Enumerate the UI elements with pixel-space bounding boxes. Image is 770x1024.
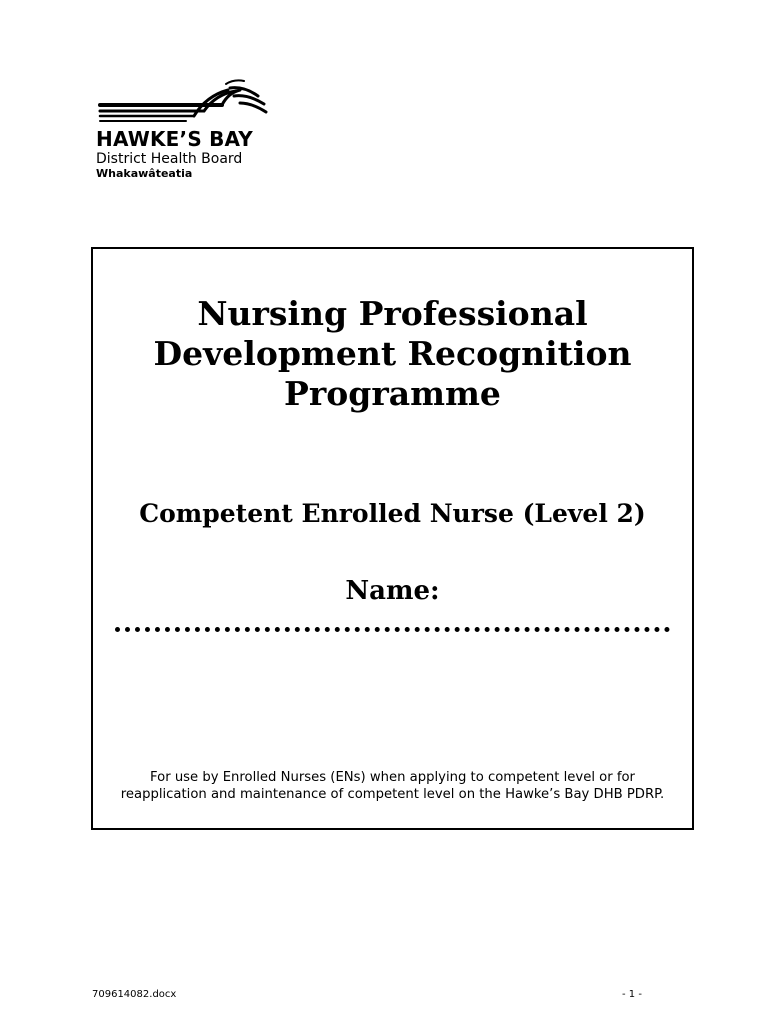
name-entry-line — [115, 627, 670, 632]
title-line-3: Programme — [284, 374, 501, 413]
logo-org-name: HAWKE’S BAY — [96, 127, 253, 151]
logo-sub-name: District Health Board — [96, 151, 243, 167]
hawkes-bay-dhb-logo — [94, 78, 274, 182]
document-subtitle: Competent Enrolled Nurse (Level 2) — [139, 499, 646, 528]
logo-emblem-icon — [94, 78, 274, 128]
logo-maori-name: Whakawâteatia — [96, 167, 193, 180]
footer-page-number: - 1 - — [622, 989, 642, 1000]
title-line-1: Nursing Professional — [197, 294, 588, 333]
usage-note: For use by Enrolled Nurses (ENs) when applying to competent level or for reapplication and maintenance of competent level on the Hawke’s Bay DHB PDRP. — [120, 770, 665, 802]
document-title — [93, 294, 692, 414]
cover-box — [91, 247, 694, 830]
name-label: Name: — [345, 576, 440, 606]
footer-filename: 709614082.docx — [92, 989, 177, 1000]
title-line-2: Development Recognition — [153, 334, 632, 373]
